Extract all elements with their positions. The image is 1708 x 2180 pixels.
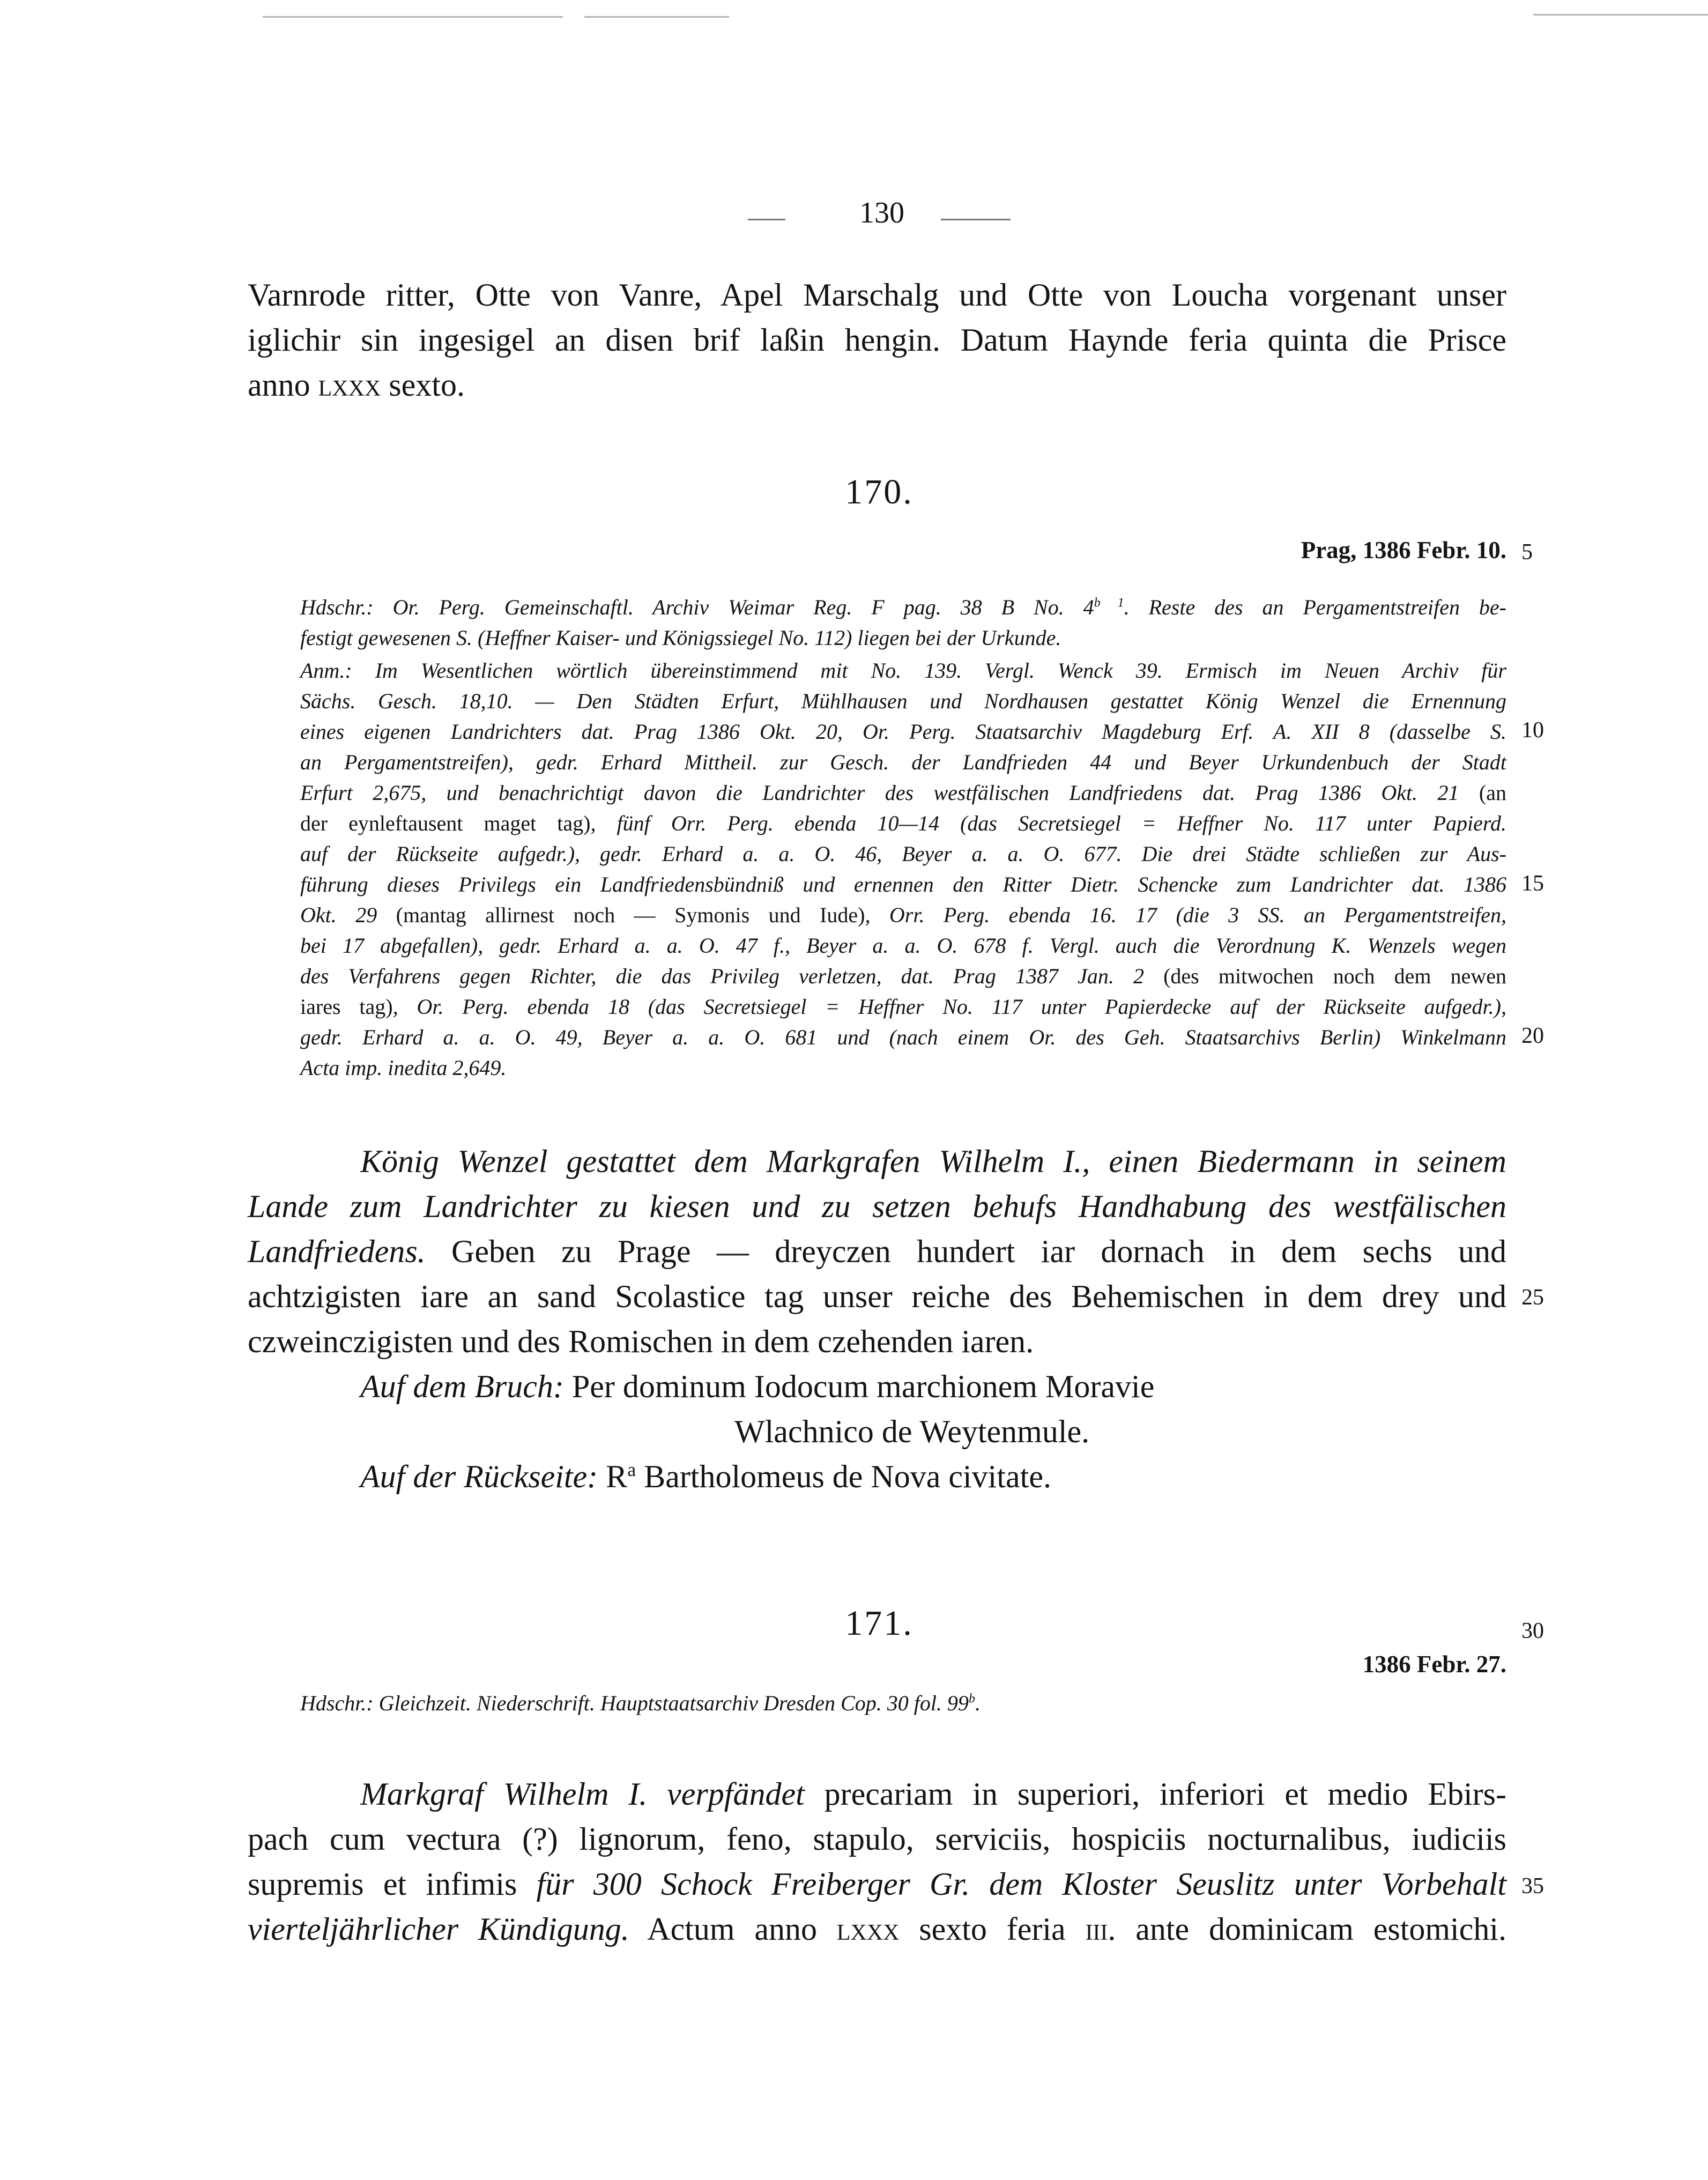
- anm-line-10: bei 17 abgefallen), gedr. Erhard a. a. O. 47 f., Beyer a. a. O. 678 f. Vergl. auch die Verordnung K. Wenzels wegen: [300, 933, 1506, 958]
- text-170-line-1: König Wenzel gestattet dem Markgrafen Wilhelm I., einen Biedermann in seinem: [360, 1144, 1506, 1179]
- page-number-dash-right: [941, 219, 1011, 220]
- anm-line-3: eines eigenen Landrichters dat. Prag 1386 Okt. 20, Or. Perg. Staatsarchiv Magdeburg Erf. A. XII 8 (dasselbe S.: [300, 720, 1506, 744]
- page-number-dash-left: [748, 219, 785, 220]
- text-170-line-3: Landfriedens. Geben zu Prage — dreyczen hundert iar dornach in dem sechs und: [248, 1234, 1506, 1269]
- anm-line-14: Acta imp. inedita 2,649.: [300, 1056, 507, 1080]
- line-number-30: 30: [1521, 1619, 1544, 1643]
- page-number: 130: [859, 196, 904, 229]
- anm-line-6: der eynleftausent maget tag), fünf Orr. Perg. ebenda 10—14 (das Secretsiegel = Heffner No. 117 unter Papierd.: [300, 811, 1506, 835]
- text-170-line-5: czweinczigisten und des Romischen in dem czehenden iaren.: [248, 1324, 1034, 1359]
- text-171-line-4: vierteljährlicher Kündigung. Actum anno lxxx sexto feria iii. ante dominicam estomichi.: [248, 1911, 1507, 1947]
- bruch-line: Auf dem Bruch: Per dominum Iodocum marchionem Moravie: [360, 1369, 1155, 1404]
- text-170-line-4: achtzigisten iare an sand Scolastice tag unser reiche des Behemischen in dem drey und: [248, 1279, 1506, 1314]
- document-171-number: 171.: [845, 1604, 914, 1643]
- anm-line-13: gedr. Erhard a. a. O. 49, Beyer a. a. O. 681 und (nach einem Or. des Geh. Staatsarchivs Berlin) Winkelmann: [300, 1025, 1506, 1049]
- text-171-line-3: supremis et infimis für 300 Schock Freiberger Gr. dem Kloster Seuslitz unter Vorbehalt: [248, 1866, 1506, 1902]
- bruch-label: Auf dem Bruch:: [360, 1369, 564, 1404]
- hdschr-170-line-2: festigt gewesenen S. (Heffner Kaiser- und Königssiegel No. 112) liegen bei der Urkunde.: [300, 626, 1061, 650]
- rueckseite-line: Auf der Rückseite: $R^a$ Bartholomeus de Nova civitate.: [360, 1459, 1051, 1494]
- hdschr-170-line-1: Hdschr.: Or. Perg. Gemeinschaftl. Archiv Weimar Reg. F pag. 38 B No. $4^{b 1}$. Reste des an Pergamentstreifen be-: [300, 595, 1507, 619]
- line-number-10: 10: [1521, 718, 1544, 743]
- document-171-date: 1386 Febr. 27.: [1362, 1651, 1506, 1678]
- line-number-15: 15: [1521, 871, 1544, 896]
- intro-line-1: Varnrode ritter, Otte von Vanre, Apel Marschalg und Otte von Loucha vorgenant unser: [248, 277, 1506, 313]
- document-170-number: 170.: [845, 472, 914, 511]
- intro-line-3: anno lxxx sexto.: [248, 367, 465, 403]
- anm-line-4: an Pergamentstreifen), gedr. Erhard Mittheil. zur Gesch. der Landfrieden 44 und Beyer Urkundenbuch der Stadt: [300, 750, 1506, 774]
- line-number-5: 5: [1521, 540, 1533, 565]
- anm-line-11: des Verfahrens gegen Richter, die das Privileg verletzen, dat. Prag 1387 Jan. 2 (des mitwochen noch dem newen: [300, 964, 1506, 988]
- anm-line-8: führung dieses Privilegs ein Landfriedensbündniß und ernennen den Ritter Dietr. Schencke zum Landrichter dat. 1386: [300, 872, 1506, 896]
- scan-edge-rule-mid: [584, 16, 729, 18]
- anm-line-5: Erfurt 2,675, und benachrichtigt davon die Landrichter des westfälischen Landfriedens dat. Prag 1386 Okt. 21 (an: [300, 781, 1506, 805]
- scan-edge-rule-right: [1533, 14, 1708, 16]
- bruch-line-2: Wlachnico de Weytenmule.: [734, 1414, 1090, 1449]
- anm-line-2: Sächs. Gesch. 18,10. — Den Städten Erfurt, Mühlhausen und Nordhausen gestattet König Wenzel die Ernennung: [300, 689, 1506, 713]
- hdschr-171-line-1: Hdschr.: Gleichzeit. Niederschrift. Hauptstaatsarchiv Dresden Cop. 30 fol. 99$^b$.: [300, 1691, 981, 1715]
- text-171-line-2: pach cum vectura (?) lignorum, feno, stapulo, serviciis, hospiciis nocturnalibus, iudiciis: [248, 1821, 1506, 1857]
- line-number-35: 35: [1521, 1874, 1544, 1899]
- anm-line-7: auf der Rückseite aufgedr.), gedr. Erhard a. a. O. 46, Beyer a. a. O. 677. Die drei Städte schließen zur Aus-: [300, 842, 1506, 866]
- rueckseite-label: Auf der Rückseite:: [360, 1459, 598, 1494]
- document-170-date: Prag, 1386 Febr. 10.: [1301, 537, 1506, 563]
- anm-line-9: Okt. 29 (mantag allirnest noch — Symonis und Iude), Orr. Perg. ebenda 16. 17 (die 3 SS. an Pergamentstreifen,: [300, 903, 1506, 927]
- anm-line-12: iares tag), Or. Perg. ebenda 18 (das Secretsiegel = Heffner No. 117 unter Papierdecke auf der Rückseite aufgedr.),: [300, 995, 1506, 1019]
- scan-edge-rule-left: [263, 16, 563, 18]
- intro-line-2: iglichir sin ingesigel an disen brif laßin hengin. Datum Haynde feria quinta die Prisce: [248, 322, 1506, 358]
- anm-line-1: Anm.: Im Wesentlichen wörtlich übereinstimmend mit No. 139. Vergl. Wenck 39. Ermisch im Neuen Archiv für: [300, 658, 1506, 683]
- line-number-20: 20: [1521, 1024, 1544, 1048]
- line-number-25: 25: [1521, 1285, 1544, 1310]
- text-171-line-1: Markgraf Wilhelm I. verpfändet precariam in superiori, inferiori et medio Ebirs-: [360, 1776, 1506, 1812]
- text-170-line-2: Lande zum Landrichter zu kiesen und zu setzen behufs Handhabung des westfälischen: [248, 1189, 1506, 1224]
